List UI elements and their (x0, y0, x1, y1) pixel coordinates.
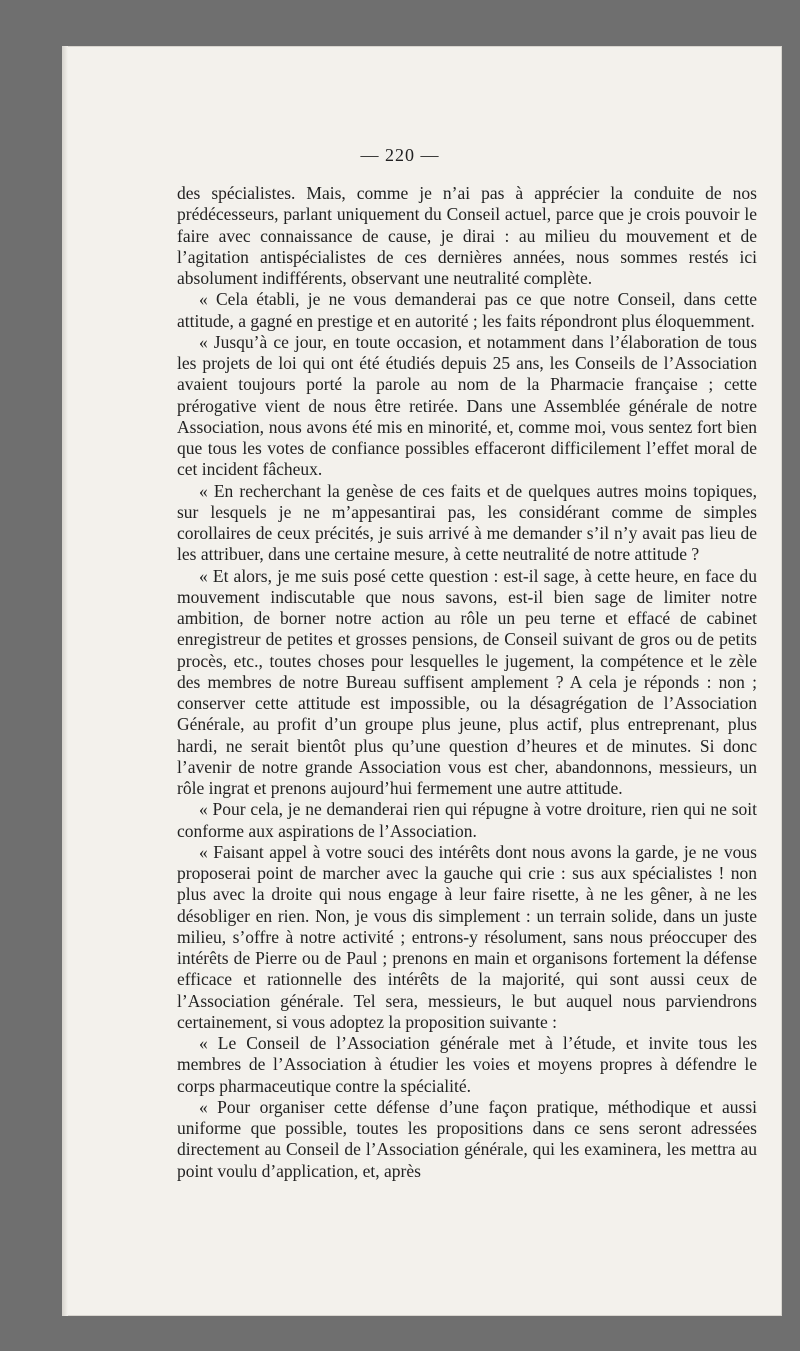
page-edge (62, 46, 68, 1316)
paragraph: « Pour cela, je ne demanderai rien qui répugne à votre droiture, rien qui ne soit conforme aux aspirations de l’Association. (177, 799, 757, 841)
paragraph: « Faisant appel à votre souci des intérêts dont nous avons la garde, je ne vous proposerai point de marcher avec la gauche qui crie : sus aux spécialistes ! non plus avec la droite qui nous engage à leur faire risette, à ne les gêner, à ne les désobliger en rien. Non, je vous dis simplement : un terrain solide, dans un juste milieu, s’offre à notre activité ; entrons-y résolument, sans nous préoccuper des intérêts de Pierre ou de Paul ; prenons en main et organisons fortement la défense efficace et rationnelle des intérêts de la majorité, qui sont aussi ceux de l’Association générale. Tel sera, messieurs, le but auquel nous parviendrons certainement, si vous adoptez la proposition suivante : (177, 841, 757, 1032)
paragraph: « Cela établi, je ne vous demanderai pas ce que notre Conseil, dans cette attitude, a gagné en prestige et en autorité ; les faits répondront plus éloquemment. (177, 289, 757, 331)
paragraph: « Jusqu’à ce jour, en toute occasion, et notamment dans l’élaboration de tous les projets de loi qui ont été étudiés depuis 25 ans, les Conseils de l’Association avaient toujours porté la parole au nom de la Pharmacie française ; cette prérogative vient de nous être retirée. Dans une Assemblée générale de notre Association, nous avons été mis en minorité, et, comme moi, vous sentez fort bien que tous les votes de confiance possibles effaceront difficilement l’effet moral de cet incident fâcheux. (177, 331, 757, 480)
paragraph: « Pour organiser cette défense d’une façon pratique, méthodique et aussi uniforme que possible, toutes les propositions dans ce sens seront adressées directement au Conseil de l’Association générale, qui les examinera, les mettra au point voulu d’application, et, après (177, 1096, 757, 1181)
paragraph: « Le Conseil de l’Association générale met à l’étude, et invite tous les membres de l’Association à étudier les voies et moyens propres à défendre le corps pharmaceutique contre la spécialité. (177, 1033, 757, 1096)
page-number: — 220 — (360, 145, 440, 165)
paragraph: « Et alors, je me suis posé cette question : est-il sage, à cette heure, en face du mouvement indiscutable que nous savons, est-il bien sage de limiter notre ambition, de borner notre action au rôle un peu terne et effacé de cabinet enregistreur de petites et grosses pensions, de Conseil suivant de gros ou de petits procès, etc., toutes choses pour lesquelles le jugement, la compétence et le zèle des membres de notre Bureau suffisent amplement ? A cela je réponds : non ; conserver cette attitude est impossible, ou la désagrégation de l’Association Générale, au profit d’un groupe plus jeune, plus actif, plus entreprenant, plus hardi, ne serait bientôt plus qu’une question d’heures et de minutes. Si donc l’avenir de notre grande Association vous est cher, abandonnons, messieurs, un rôle ingrat et prenons aujourd’hui fermement une autre attitude. (177, 565, 757, 798)
paragraph: « En recherchant la genèse de ces faits et de quelques autres moins topiques, sur lesquels je ne m’appesantirai pas, les considérant comme de simples corollaires de ceux précités, je suis arrivé à me demander s’il n’y avait pas lieu de les attribuer, dans une certaine mesure, à cette neutralité de notre attitude ? (177, 480, 757, 565)
page-text (177, 183, 757, 1182)
paragraph: des spécialistes. Mais, comme je n’ai pas à apprécier la conduite de nos prédécesseurs, parlant uniquement du Conseil actuel, parce que je crois pouvoir le faire avec connaissance de cause, je dirai : au milieu du mouvement et de l’agitation antispécialistes de ces dernières années, nous sommes restés ici absolument indifférents, observant une neutralité complète. (177, 183, 757, 288)
